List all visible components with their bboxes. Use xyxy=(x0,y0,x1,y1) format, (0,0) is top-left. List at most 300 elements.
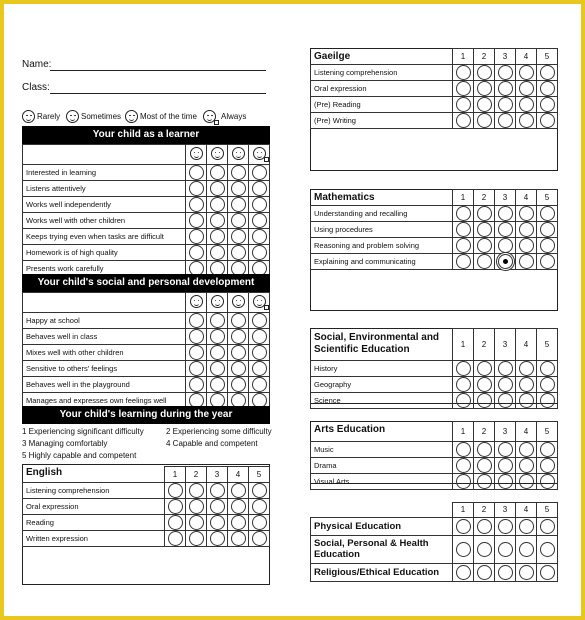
social-row-cell-4 xyxy=(249,361,270,377)
rating-circle[interactable] xyxy=(477,542,492,557)
rating-circle[interactable] xyxy=(189,181,204,196)
other-subject-row-cell-2 xyxy=(474,517,495,535)
rating-circle[interactable] xyxy=(540,361,555,376)
other-subject-row-cell-5 xyxy=(537,563,558,581)
mathematics-title: Mathematics xyxy=(314,192,375,203)
rating-circle[interactable] xyxy=(540,393,555,408)
learner-row xyxy=(23,197,270,213)
legend-rarely xyxy=(22,110,60,123)
rating-circle[interactable] xyxy=(231,499,246,514)
rating-circle[interactable] xyxy=(498,542,513,557)
english-row-cell-2 xyxy=(186,515,207,531)
rating-circle[interactable] xyxy=(189,213,204,228)
scale-note-1: 1 Experiencing significant difficulty xyxy=(22,427,144,436)
english-row-label: Written expression xyxy=(23,531,165,547)
learner-row-label: Interested in learning xyxy=(23,165,186,181)
mathematics-row-cell-3 xyxy=(495,206,516,222)
sese-scale-2: 2 xyxy=(474,329,495,361)
rating-circle[interactable] xyxy=(231,197,246,212)
mathematics-row-cell-2 xyxy=(474,222,495,238)
rating-circle[interactable] xyxy=(189,377,204,392)
scale-note-2: 2 Experiencing some difficulty xyxy=(166,427,272,436)
rating-circle[interactable] xyxy=(210,531,225,546)
rating-circle[interactable] xyxy=(498,97,513,112)
english-row-cell-3 xyxy=(207,515,228,531)
other-subject-row-cell-4 xyxy=(516,517,537,535)
class-field[interactable] xyxy=(50,93,266,94)
rating-circle[interactable] xyxy=(231,329,246,344)
rating-circle[interactable] xyxy=(252,213,267,228)
mathematics-row-label: Using procedures xyxy=(311,222,453,238)
rating-circle[interactable] xyxy=(540,238,555,253)
rating-circle[interactable] xyxy=(189,531,204,546)
english-row-cell-5 xyxy=(249,499,270,515)
other-subject-row-cell-3 xyxy=(495,517,516,535)
english-scale-2: 2 xyxy=(186,467,207,483)
sese-row-label: Geography xyxy=(311,377,453,393)
other-subject-row xyxy=(311,517,558,535)
sese-row-cell-3 xyxy=(495,377,516,393)
rating-circle[interactable] xyxy=(231,229,246,244)
rating-circle[interactable] xyxy=(477,565,492,580)
rating-circle[interactable] xyxy=(519,542,534,557)
rating-circle[interactable] xyxy=(456,442,471,457)
learner-row-cell-1 xyxy=(186,165,207,181)
sese-row-cell-4 xyxy=(516,393,537,409)
sese-row-cell-3 xyxy=(495,361,516,377)
rating-circle[interactable] xyxy=(252,515,267,530)
social-row-label: Mixes well with other children xyxy=(23,345,186,361)
rating-circle[interactable] xyxy=(456,222,471,237)
english-row-cell-2 xyxy=(186,499,207,515)
sese-row-cell-1 xyxy=(453,377,474,393)
english-row-cell-1 xyxy=(165,531,186,547)
rating-circle[interactable] xyxy=(477,458,492,473)
rating-circle[interactable] xyxy=(540,65,555,80)
mathematics-row-label: Reasoning and problem solving xyxy=(311,238,453,254)
name-label: Name: xyxy=(22,59,52,70)
rating-circle[interactable] xyxy=(519,361,534,376)
legend-most-label: Most of the time xyxy=(140,112,197,121)
arts-row xyxy=(311,442,558,458)
rating-circle[interactable] xyxy=(456,542,471,557)
rating-circle[interactable] xyxy=(540,458,555,473)
other-subject-row-cell-4 xyxy=(516,563,537,581)
other-scale-3: 3 xyxy=(495,503,516,518)
english-row-cell-4 xyxy=(228,515,249,531)
rating-circle[interactable] xyxy=(231,181,246,196)
mathematics-row xyxy=(311,206,558,222)
rating-circle[interactable] xyxy=(519,65,534,80)
rating-circle[interactable] xyxy=(252,499,267,514)
rating-circle[interactable] xyxy=(498,458,513,473)
scale-note-5: 5 Highly capable and competent xyxy=(22,451,137,460)
rating-circle[interactable] xyxy=(168,483,183,498)
rating-circle[interactable] xyxy=(252,197,267,212)
rating-circle[interactable] xyxy=(477,442,492,457)
rating-circle[interactable] xyxy=(498,206,513,221)
rating-circle[interactable] xyxy=(189,361,204,376)
english-scale-1: 1 xyxy=(165,467,186,483)
smiley-rarely-icon xyxy=(190,147,203,160)
rating-circle[interactable] xyxy=(252,313,267,328)
learner-row-cell-3 xyxy=(228,213,249,229)
rating-circle[interactable] xyxy=(519,254,534,269)
social-row-label: Behaves well in the playground xyxy=(23,377,186,393)
social-row-cell-3 xyxy=(228,377,249,393)
rating-circle[interactable] xyxy=(519,97,534,112)
sese-row-cell-5 xyxy=(537,377,558,393)
arts-row-cell-1 xyxy=(453,474,474,490)
other-subject-row-cell-2 xyxy=(474,535,495,563)
rating-circle[interactable] xyxy=(519,81,534,96)
rating-circle[interactable] xyxy=(210,515,225,530)
english-row-label: Oral expression xyxy=(23,499,165,515)
gaeilge-row-cell-1 xyxy=(453,65,474,81)
rating-circle[interactable] xyxy=(540,113,555,128)
sese-row xyxy=(311,377,558,393)
rating-circle[interactable] xyxy=(498,474,513,489)
rating-circle[interactable] xyxy=(477,474,492,489)
gaeilge-row-cell-2 xyxy=(474,97,495,113)
rating-circle[interactable] xyxy=(231,531,246,546)
rating-circle[interactable] xyxy=(456,458,471,473)
rating-circle[interactable] xyxy=(189,229,204,244)
rating-circle[interactable] xyxy=(252,165,267,180)
rating-circle[interactable] xyxy=(477,377,492,392)
rating-circle[interactable] xyxy=(456,206,471,221)
learner-row-cell-3 xyxy=(228,165,249,181)
arts-row-cell-2 xyxy=(474,442,495,458)
gaeilge-table xyxy=(310,48,558,129)
arts-row-cell-1 xyxy=(453,442,474,458)
gaeilge-row-cell-5 xyxy=(537,113,558,129)
mathematics-row-cell-1 xyxy=(453,238,474,254)
rating-circle[interactable] xyxy=(519,519,534,534)
social-row xyxy=(23,361,270,377)
rating-circle[interactable] xyxy=(210,499,225,514)
sese-row xyxy=(311,361,558,377)
rating-circle[interactable] xyxy=(210,313,225,328)
legend-always xyxy=(203,110,246,123)
rating-circle[interactable] xyxy=(210,329,225,344)
other-scale-1: 1 xyxy=(453,503,474,518)
mathematics-row-cell-2 xyxy=(474,206,495,222)
rating-circle[interactable] xyxy=(210,483,225,498)
rating-circle[interactable] xyxy=(498,361,513,376)
rating-circle[interactable] xyxy=(252,361,267,376)
rating-circle[interactable] xyxy=(252,229,267,244)
rating-circle[interactable] xyxy=(252,531,267,546)
learner-row-cell-4 xyxy=(249,165,270,181)
gaeilge-row-label: Listening comprehension xyxy=(311,65,453,81)
gaeilge-row-cell-2 xyxy=(474,65,495,81)
gaeilge-scale-1: 1 xyxy=(453,49,474,65)
rating-circle[interactable] xyxy=(498,65,513,80)
arts-scale-4: 4 xyxy=(516,422,537,442)
rating-circle[interactable] xyxy=(189,329,204,344)
rating-circle[interactable] xyxy=(519,113,534,128)
rating-circle[interactable] xyxy=(519,238,534,253)
arts-row-cell-1 xyxy=(453,458,474,474)
learner-row-cell-1 xyxy=(186,197,207,213)
gaeilge-row-label: (Pre) Writing xyxy=(311,113,453,129)
rating-circle[interactable] xyxy=(540,474,555,489)
rating-circle[interactable] xyxy=(168,515,183,530)
mathematics-row xyxy=(311,222,558,238)
learner-row-label: Keeps trying even when tasks are difficult xyxy=(23,229,186,245)
rating-circle[interactable] xyxy=(519,458,534,473)
rating-circle[interactable] xyxy=(210,229,225,244)
rating-circle[interactable] xyxy=(168,499,183,514)
gaeilge-row-cell-1 xyxy=(453,113,474,129)
rating-circle[interactable] xyxy=(540,565,555,580)
english-row xyxy=(23,531,270,547)
sese-table xyxy=(310,328,558,409)
gaeilge-row-cell-5 xyxy=(537,81,558,97)
learner-row-cell-3 xyxy=(228,181,249,197)
rating-circle[interactable] xyxy=(210,181,225,196)
learner-header-row xyxy=(23,145,270,165)
rating-circle[interactable] xyxy=(498,81,513,96)
arts-row-cell-5 xyxy=(537,458,558,474)
social-row-cell-1 xyxy=(186,313,207,329)
rating-circle[interactable] xyxy=(540,222,555,237)
sese-row-cell-3 xyxy=(495,393,516,409)
gaeilge-header-blank xyxy=(311,49,453,65)
rating-circle[interactable] xyxy=(540,377,555,392)
rating-circle[interactable] xyxy=(189,483,204,498)
other-header-row xyxy=(311,503,558,518)
rating-circle[interactable] xyxy=(498,393,513,408)
social-row xyxy=(23,377,270,393)
rating-circle[interactable] xyxy=(231,165,246,180)
sese-header-row xyxy=(311,329,558,361)
rating-circle[interactable] xyxy=(189,499,204,514)
rating-circle[interactable] xyxy=(477,222,492,237)
rating-circle[interactable] xyxy=(252,181,267,196)
rating-circle[interactable] xyxy=(189,165,204,180)
rating-circle[interactable] xyxy=(456,361,471,376)
legend-most xyxy=(125,110,197,123)
rating-circle[interactable] xyxy=(498,565,513,580)
rating-circle[interactable] xyxy=(498,519,513,534)
gaeilge-row-cell-5 xyxy=(537,97,558,113)
other-subject-row-cell-1 xyxy=(453,535,474,563)
rating-circle[interactable] xyxy=(231,313,246,328)
social-row-cell-2 xyxy=(207,361,228,377)
rating-circle[interactable] xyxy=(456,81,471,96)
sese-row-cell-2 xyxy=(474,361,495,377)
rating-circle[interactable] xyxy=(252,483,267,498)
mathematics-scale-4: 4 xyxy=(516,190,537,206)
gaeilge-scale-3: 3 xyxy=(495,49,516,65)
rating-circle[interactable] xyxy=(477,65,492,80)
rating-circle[interactable] xyxy=(456,474,471,489)
mathematics-row-cell-5 xyxy=(537,206,558,222)
rating-circle[interactable] xyxy=(231,245,246,260)
sese-header-blank xyxy=(311,329,453,361)
smiley-most-icon xyxy=(125,110,138,123)
rating-circle[interactable] xyxy=(456,393,471,408)
english-header-row xyxy=(23,467,270,483)
english-row-cell-3 xyxy=(207,499,228,515)
rating-circle[interactable] xyxy=(231,361,246,376)
rating-circle[interactable] xyxy=(540,519,555,534)
arts-scale-1: 1 xyxy=(453,422,474,442)
rating-circle[interactable] xyxy=(456,65,471,80)
rating-circle[interactable] xyxy=(498,442,513,457)
arts-scale-3: 3 xyxy=(495,422,516,442)
rating-circle[interactable] xyxy=(519,393,534,408)
learner-row-cell-4 xyxy=(249,181,270,197)
mathematics-row-cell-2 xyxy=(474,238,495,254)
gaeilge-row xyxy=(311,81,558,97)
sese-row-cell-4 xyxy=(516,361,537,377)
rating-circle[interactable] xyxy=(540,81,555,96)
rating-circle[interactable] xyxy=(477,393,492,408)
other-subject-label: Religious/Ethical Education xyxy=(311,563,453,581)
rating-circle[interactable] xyxy=(252,329,267,344)
rating-circle[interactable] xyxy=(477,238,492,253)
rating-circle[interactable] xyxy=(210,377,225,392)
rating-circle[interactable] xyxy=(477,81,492,96)
arts-row-cell-5 xyxy=(537,442,558,458)
arts-row-cell-2 xyxy=(474,458,495,474)
rating-circle[interactable] xyxy=(540,97,555,112)
other-subject-row-cell-4 xyxy=(516,535,537,563)
rating-circle[interactable] xyxy=(231,377,246,392)
arts-header-row xyxy=(311,422,558,442)
arts-title: Arts Education xyxy=(314,424,386,435)
rating-circle[interactable] xyxy=(189,515,204,530)
arts-table xyxy=(310,421,558,490)
rating-circle[interactable] xyxy=(168,531,183,546)
rating-circle[interactable] xyxy=(477,361,492,376)
smiley-most-icon xyxy=(232,147,245,160)
rating-circle[interactable] xyxy=(519,565,534,580)
rating-circle[interactable] xyxy=(210,345,225,360)
arts-row-cell-2 xyxy=(474,474,495,490)
rating-circle[interactable] xyxy=(210,213,225,228)
rating-circle[interactable] xyxy=(189,313,204,328)
sese-row-cell-1 xyxy=(453,393,474,409)
rating-circle[interactable] xyxy=(519,442,534,457)
rating-circle[interactable] xyxy=(519,222,534,237)
social-row-cell-1 xyxy=(186,329,207,345)
rating-circle[interactable] xyxy=(456,377,471,392)
rating-circle[interactable] xyxy=(210,361,225,376)
rating-circle[interactable] xyxy=(498,254,513,269)
rating-circle[interactable] xyxy=(456,238,471,253)
learner-row-cell-2 xyxy=(207,213,228,229)
sese-row-label: Science xyxy=(311,393,453,409)
rating-circle[interactable] xyxy=(231,213,246,228)
rating-circle[interactable] xyxy=(231,515,246,530)
rating-circle[interactable] xyxy=(456,565,471,580)
gaeilge-row-cell-5 xyxy=(537,65,558,81)
other-subject-label: Social, Personal & Health Education xyxy=(311,535,453,563)
mathematics-table xyxy=(310,189,558,270)
scale-note-3: 3 Managing comfortably xyxy=(22,439,108,448)
gaeilge-scale-4: 4 xyxy=(516,49,537,65)
rating-circle[interactable] xyxy=(231,345,246,360)
social-row-cell-2 xyxy=(207,313,228,329)
arts-row-label: Drama xyxy=(311,458,453,474)
rating-circle[interactable] xyxy=(540,542,555,557)
rating-circle[interactable] xyxy=(456,113,471,128)
arts-row-cell-4 xyxy=(516,458,537,474)
rating-circle[interactable] xyxy=(210,245,225,260)
gaeilge-scale-2: 2 xyxy=(474,49,495,65)
rating-circle[interactable] xyxy=(540,254,555,269)
rating-circle[interactable] xyxy=(519,474,534,489)
rating-circle[interactable] xyxy=(231,483,246,498)
rating-circle[interactable] xyxy=(498,377,513,392)
rating-circle[interactable] xyxy=(519,377,534,392)
smiley-most-icon xyxy=(232,295,245,308)
mathematics-scale-1: 1 xyxy=(453,190,474,206)
rating-circle[interactable] xyxy=(477,97,492,112)
name-field[interactable] xyxy=(50,70,266,71)
rating-circle[interactable] xyxy=(189,245,204,260)
gaeilge-row xyxy=(311,97,558,113)
rating-circle[interactable] xyxy=(456,519,471,534)
gaeilge-row xyxy=(311,65,558,81)
learner-row xyxy=(23,181,270,197)
rating-circle[interactable] xyxy=(189,197,204,212)
rating-circle[interactable] xyxy=(210,197,225,212)
rating-circle[interactable] xyxy=(540,442,555,457)
rating-circle[interactable] xyxy=(252,377,267,392)
social-row xyxy=(23,329,270,345)
other-subjects-table xyxy=(310,502,558,582)
gaeilge-row-cell-1 xyxy=(453,97,474,113)
learner-row-cell-1 xyxy=(186,213,207,229)
social-row-cell-4 xyxy=(249,329,270,345)
english-row xyxy=(23,499,270,515)
rating-circle[interactable] xyxy=(477,519,492,534)
rating-circle[interactable] xyxy=(477,113,492,128)
english-row-cell-1 xyxy=(165,483,186,499)
rating-circle[interactable] xyxy=(456,254,471,269)
arts-row-label: Visual Arts xyxy=(311,474,453,490)
mathematics-row-cell-4 xyxy=(516,222,537,238)
rating-circle[interactable] xyxy=(498,222,513,237)
rating-circle[interactable] xyxy=(189,345,204,360)
arts-row-cell-5 xyxy=(537,474,558,490)
rating-circle[interactable] xyxy=(477,254,492,269)
rating-circle[interactable] xyxy=(498,113,513,128)
social-row-cell-4 xyxy=(249,377,270,393)
rating-circle[interactable] xyxy=(252,245,267,260)
learner-row-cell-3 xyxy=(228,245,249,261)
rating-circle[interactable] xyxy=(252,345,267,360)
mathematics-scale-2: 2 xyxy=(474,190,495,206)
rating-circle[interactable] xyxy=(210,165,225,180)
learner-row-cell-2 xyxy=(207,245,228,261)
learner-section-title: Your child as a learner xyxy=(22,126,270,144)
mathematics-scale-3: 3 xyxy=(495,190,516,206)
rating-circle[interactable] xyxy=(477,206,492,221)
mathematics-row-cell-3 xyxy=(495,222,516,238)
english-row-label: Listening comprehension xyxy=(23,483,165,499)
rating-circle[interactable] xyxy=(519,206,534,221)
rating-circle[interactable] xyxy=(540,206,555,221)
rating-circle[interactable] xyxy=(456,97,471,112)
mathematics-row xyxy=(311,254,558,270)
rating-circle[interactable] xyxy=(498,238,513,253)
